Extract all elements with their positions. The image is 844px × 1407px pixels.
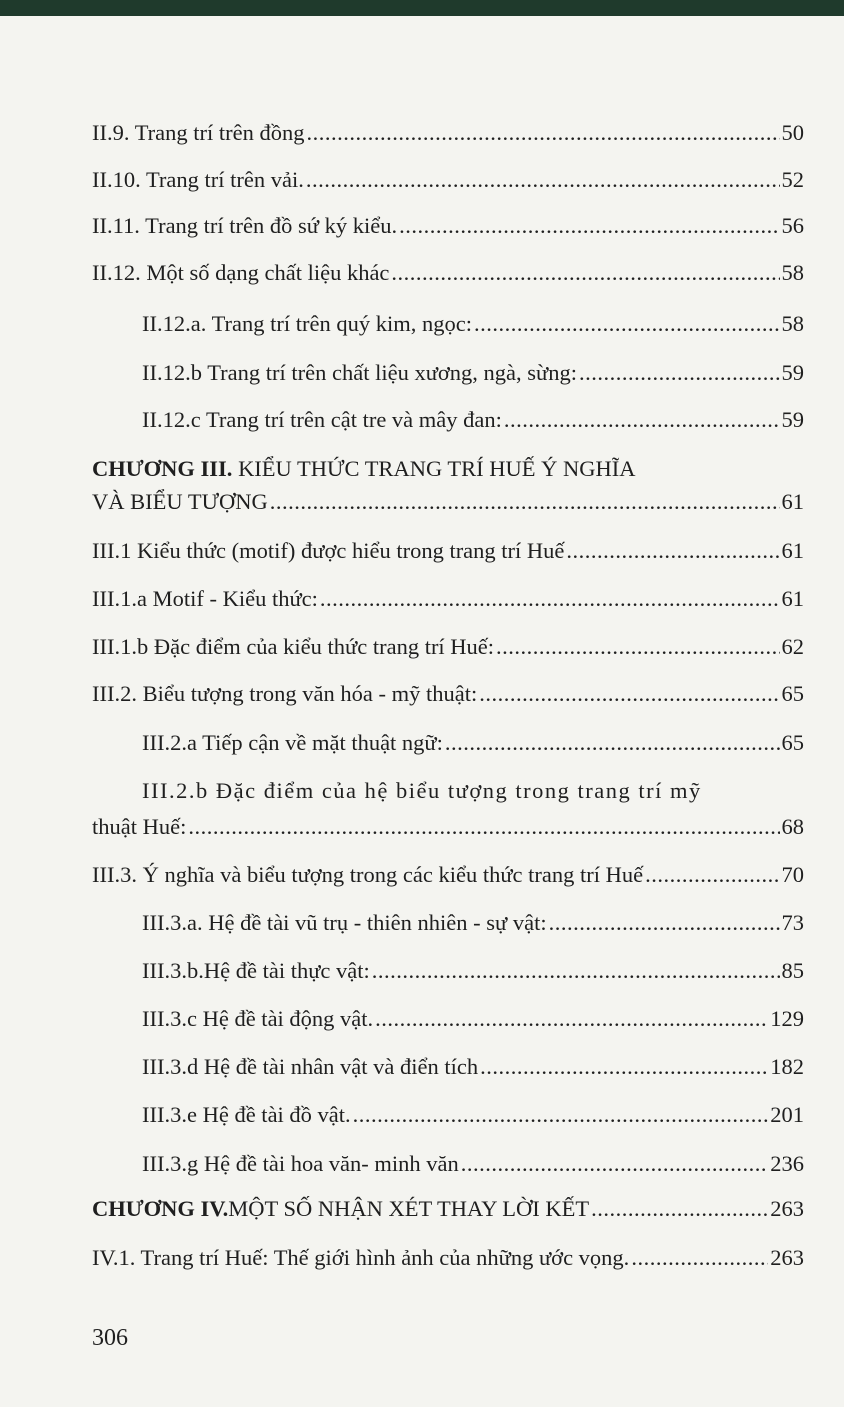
dot-leader: [579, 358, 780, 388]
dot-leader: [307, 118, 780, 148]
dot-leader: [391, 258, 779, 288]
dot-leader: [566, 536, 779, 566]
toc-entry-page: 182: [770, 1054, 804, 1079]
toc-entry-page: 65: [781, 730, 804, 755]
chapter-heading: [92, 454, 804, 484]
toc-entry: [142, 728, 804, 758]
toc-entry-page: 73: [781, 910, 804, 935]
toc-entry-title: III.3.d Hệ đề tài nhân vật và điển tích: [142, 1054, 479, 1079]
dot-leader: [320, 584, 780, 614]
toc-entry: [142, 358, 804, 388]
toc-entry-page: 129: [770, 1006, 804, 1031]
book-page: [0, 16, 844, 1407]
toc-entry-page: 236: [770, 1151, 804, 1176]
page-number: 306: [92, 1325, 128, 1351]
toc-entry: [142, 1149, 804, 1179]
dot-leader: [479, 679, 779, 709]
toc-entry-page: 58: [781, 311, 804, 336]
table-of-contents: [0, 16, 844, 1407]
toc-entry: [92, 536, 804, 566]
toc-entry-title: III.1.a Motif - Kiểu thức:: [92, 586, 318, 611]
toc-entry-page: 263: [770, 1245, 804, 1270]
dot-leader: [353, 1100, 769, 1130]
toc-entry-page: 58: [781, 260, 804, 285]
toc-entry-page: 61: [781, 538, 804, 563]
toc-entry-wrapped-line: III.2.b Đặc điểm của hệ biểu tượng trong trang trí mỹ: [142, 778, 702, 803]
toc-entry-title: II.12.a. Trang trí trên quý kim, ngọc:: [142, 311, 472, 336]
dot-leader: [270, 487, 780, 517]
dot-leader: [461, 1149, 768, 1179]
toc-entry: [92, 165, 804, 195]
chapter-number: CHƯƠNG III.: [92, 456, 233, 481]
toc-entry: [92, 812, 804, 842]
toc-entry-title: III.1 Kiểu thức (motif) được hiểu trong trang trí Huế: [92, 538, 565, 563]
dot-leader: [306, 165, 780, 195]
toc-entry-title: III.3.c Hệ đề tài động vật.: [142, 1006, 374, 1031]
toc-entry-page: 59: [781, 360, 804, 385]
toc-entry: [142, 956, 804, 986]
toc-entry-title: III.2. Biểu tượng trong văn hóa - mỹ thuật:: [92, 681, 478, 706]
toc-entry-page: 263: [770, 1196, 804, 1221]
toc-entry: [92, 584, 804, 614]
toc-entry: [92, 487, 804, 517]
toc-entry: [92, 211, 804, 241]
dot-leader: [445, 728, 780, 758]
dot-leader: [480, 1052, 768, 1082]
toc-entry: [142, 1004, 804, 1034]
toc-entry-title: II.12.c Trang trí trên cật tre và mây đan:: [142, 407, 502, 432]
toc-entry-title: III.3. Ý nghĩa và biểu tượng trong các kiểu thức trang trí Huế: [92, 862, 644, 887]
toc-entry-title: III.3.b.Hệ đề tài thực vật:: [142, 958, 370, 983]
toc-entry: [92, 118, 804, 148]
dot-leader: [631, 1243, 768, 1273]
toc-entry-title: III.2.a Tiếp cận về mặt thuật ngữ:: [142, 730, 443, 755]
toc-entry-title: VÀ BIỂU TƯỢNG: [92, 489, 268, 514]
toc-entry-title: II.11. Trang trí trên đồ sứ ký kiểu.: [92, 213, 398, 238]
toc-entry-title: III.3.a. Hệ đề tài vũ trụ - thiên nhiên - sự vật:: [142, 910, 547, 935]
toc-entry: [142, 1100, 804, 1130]
dot-leader: [372, 956, 780, 986]
toc-entry-title: II.10. Trang trí trên vải.: [92, 167, 304, 192]
toc-entry-title: III.3.g Hệ đề tài hoa văn- minh văn: [142, 1151, 459, 1176]
toc-entry-page: 50: [781, 120, 804, 145]
dot-leader: [496, 632, 779, 662]
toc-entry: [92, 1243, 804, 1273]
chapter-number: CHƯƠNG IV.: [92, 1196, 229, 1221]
toc-entry-title: II.12.b Trang trí trên chất liệu xương, ngà, sừng:: [142, 360, 577, 385]
toc-entry-title: thuật Huế:: [92, 814, 187, 839]
dot-leader: [474, 309, 780, 339]
page-top-border: [0, 0, 844, 16]
dot-leader: [645, 860, 779, 890]
toc-entry: [92, 258, 804, 288]
toc-entry-page: 85: [781, 958, 804, 983]
toc-entry: [92, 679, 804, 709]
dot-leader: [399, 211, 779, 241]
toc-entry-page: 61: [781, 586, 804, 611]
toc-entry-page: 52: [781, 167, 804, 192]
toc-entry: [142, 405, 804, 435]
toc-entry-title: II.12. Một số dạng chất liệu khác: [92, 260, 390, 285]
toc-entry-page: 61: [781, 489, 804, 514]
toc-entry-page: 62: [781, 634, 804, 659]
toc-entry: [92, 632, 804, 662]
toc-entry-title: III.1.b Đặc điểm của kiểu thức trang trí Huế:: [92, 634, 495, 659]
chapter-title: KIỂU THỨC TRANG TRÍ HUẾ Ý NGHĨA: [232, 456, 636, 481]
toc-entry-title: IV.1. Trang trí Huế: Thế giới hình ảnh của những ước vọng.: [92, 1245, 630, 1270]
dot-leader: [591, 1194, 768, 1224]
toc-entry-page: 65: [781, 681, 804, 706]
chapter-heading: [92, 1194, 804, 1224]
dot-leader: [549, 908, 780, 938]
toc-entry: [142, 908, 804, 938]
toc-entry-page: 70: [781, 862, 804, 887]
toc-entry-title: II.9. Trang trí trên đồng: [92, 120, 305, 145]
toc-entry: [142, 1052, 804, 1082]
toc-entry-page: 59: [781, 407, 804, 432]
chapter-title: MỘT SỐ NHẬN XÉT THAY LỜI KẾT: [228, 1196, 590, 1221]
toc-entry: [92, 860, 804, 890]
toc-entry-title: III.3.e Hệ đề tài đồ vật.: [142, 1102, 351, 1127]
dot-leader: [375, 1004, 768, 1034]
toc-entry-page: 201: [770, 1102, 804, 1127]
dot-leader: [188, 812, 779, 842]
toc-entry: [142, 309, 804, 339]
toc-entry-page: 68: [781, 814, 804, 839]
toc-entry-page: 56: [781, 213, 804, 238]
dot-leader: [504, 405, 780, 435]
